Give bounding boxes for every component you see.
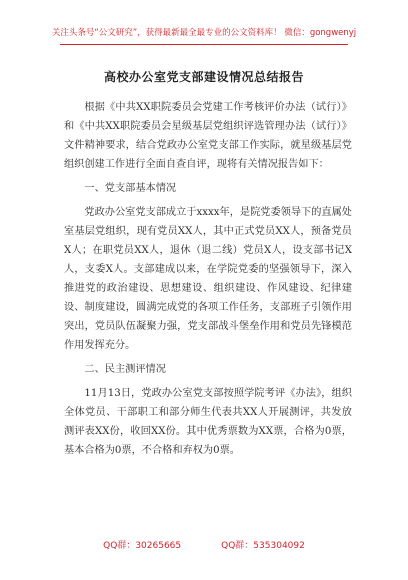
document-title: 高校办公室党支部建设情况总结报告 [103,70,304,84]
document-body [64,98,352,460]
footer-qq-group-2: QQ群：535304092 [221,541,305,551]
body-paragraph: 根据《中共XX职院委员会党建工作考核评价办法（试行）》和《中共XX职院委员会星级基层党组织评选管理办法（试行）》文件精神要求，结合党政办公室党支部工作实际，就星级基层党组织创建工作进行全面自查自评，现将有关情况报告如下： [64,102,352,170]
header-divider [60,44,348,45]
body-paragraph: 党政办公室党支部成立于xxxx年，是院党委领导下的直属处室基层党组织，现有党员XX人，其中正式党员XX人，预备党员X人；在职党员XX人，退休（退二线）党员X人，设支部书记X人，支委X人。支部建成以来，在学院党委的坚强领导下，深入推进党的政治建设、思想建设、组织建设、作风建设、纪律建设、制度建设，圆满完成党的各项工作任务，支部班子引领作用突出，党员队伍凝聚力强，党支部战斗堡垒作用和党员先锋模范作用发挥充分。 [64,207,352,351]
body-paragraph: 11月13日，党政办公室党支部按照学院考评《办法》，组织全体党员、干部职工和部分师生代表共XX人开展测评，共发放测评表XX份，收回XX份。其中优秀票数为XX票，合格为0票，基本合格为0票，不合格和弃权为0票。 [64,388,352,456]
footer-qq-group-1: QQ群：30265665 [103,541,182,551]
header-banner: 关注头条号“公文研究”，获得最新最全最专业的公文资料库！ 微信：gongwenyj [51,28,357,38]
section-heading: 一、党支部基本情况 [84,183,177,194]
section-heading: 二、民主测评情况 [84,364,166,375]
footer-contacts [0,538,408,551]
